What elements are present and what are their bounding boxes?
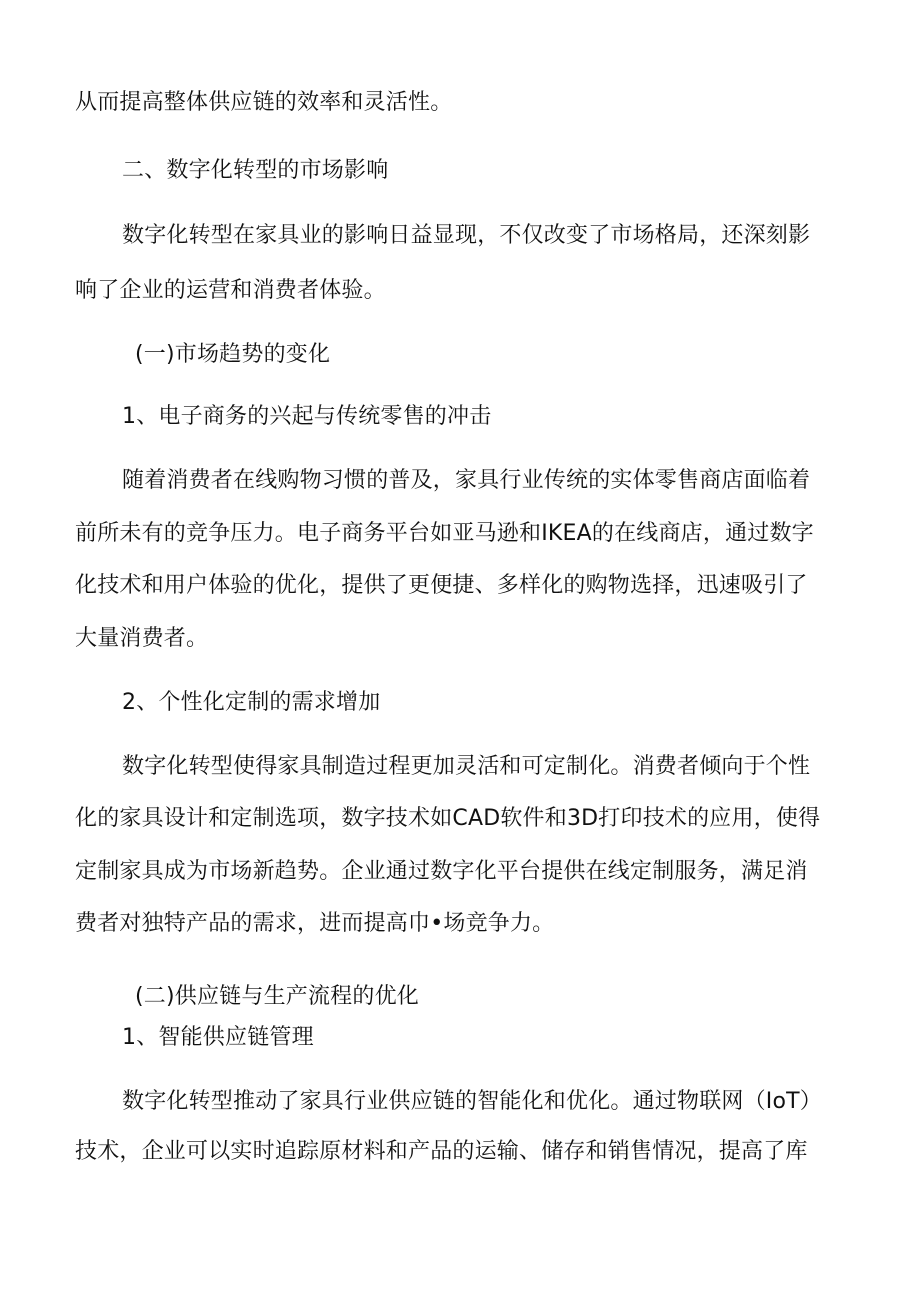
paragraph-line: 数字化转型推动了家具行业供应链的智能化和优化。通过物联网（IoT） [122, 1089, 822, 1114]
paragraph-line: 费者对独特产品的需求，进而提高巾•场竞争力。 [75, 911, 555, 936]
paragraph-line: 数字化转型使得家具制造过程更加灵活和可定制化。消费者倾向于个性 [122, 754, 811, 779]
numbered-heading: 2、个性化定制的需求增加 [122, 690, 381, 715]
paragraph-line: 大量消费者。 [75, 626, 209, 651]
section-heading: 二、数字化转型的市场影响 [122, 158, 389, 183]
paragraph-line: 前所未有的竞争压力。电子商务平台如亚马逊和IKEA的在线商店，通过数字 [75, 521, 814, 546]
paragraph-line: 技术，企业可以实时追踪原材料和产品的运输、储存和销售情况，提高了库 [75, 1139, 808, 1164]
subsection-heading: (一)市场趋势的变化 [135, 342, 331, 367]
subsection-heading: (二)供应链与生产流程的优化 [135, 984, 419, 1009]
paragraph-line: 从而提高整体供应链的效率和灵活性。 [75, 90, 453, 115]
numbered-heading: 1、电子商务的兴起与传统零售的冲击 [122, 404, 492, 429]
paragraph-line: 化的家具设计和定制选项，数字技术如CAD软件和3D打印技术的应用，使得 [75, 806, 821, 831]
paragraph-line: 响了企业的运营和消费者体验。 [75, 278, 386, 303]
paragraph-line: 数字化转型在家具业的影响日益显现，不仅改变了市场格局，还深刻影 [122, 223, 811, 248]
numbered-heading: 1、智能供应链管理 [122, 1025, 314, 1050]
paragraph-line: 随着消费者在线购物习惯的普及，家具行业传统的实体零售商店面临着 [122, 468, 811, 493]
paragraph-line: 化技术和用户体验的优化，提供了更便捷、多样化的购物选择，迅速吸引了 [75, 573, 808, 598]
paragraph-line: 定制家具成为市场新趋势。企业通过数字化平台提供在线定制服务，满足消 [75, 859, 808, 884]
